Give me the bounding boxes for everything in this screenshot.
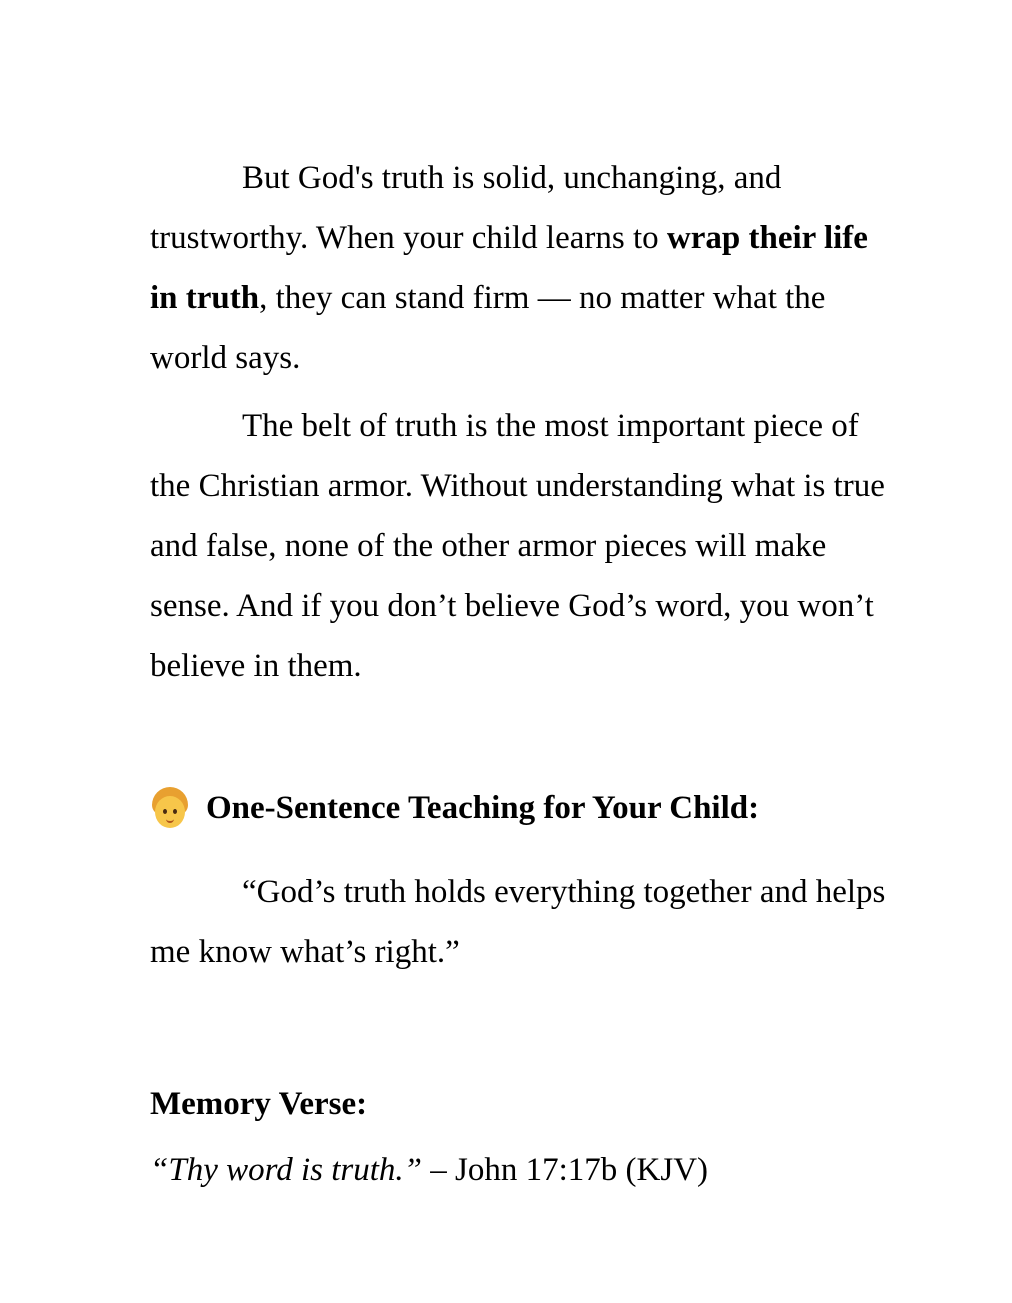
paragraph-text: , they can stand firm — no matter what the world says. (150, 280, 826, 376)
teaching-heading-text: One-Sentence Teaching for Your Child: (206, 790, 760, 826)
verse-reference: – John 17:17b (KJV) (422, 1152, 709, 1188)
document-page (150, 148, 890, 1192)
paragraph-belt-of-truth: The belt of truth is the most important piece of the Christian armor. Without understanding what is true and false, none of the other armor pieces will make sense. And if you don’t believe God’s word, you won’t believe in them. (150, 408, 885, 684)
teaching-heading (150, 786, 890, 830)
paragraph-truth-solid (150, 148, 890, 388)
teaching-quote: “God’s truth holds everything together and helps me know what’s right.” (150, 874, 886, 970)
memory-verse (150, 1148, 890, 1192)
paragraph-text: But God's truth is solid, unchanging, and trustworthy. When your child learns to (150, 160, 782, 256)
child-icon (150, 787, 190, 829)
verse-text: “Thy word is truth.” (150, 1152, 423, 1188)
memory-verse-label: Memory Verse: (150, 1086, 368, 1122)
emphasis-text: wrap their life in truth (150, 220, 868, 316)
